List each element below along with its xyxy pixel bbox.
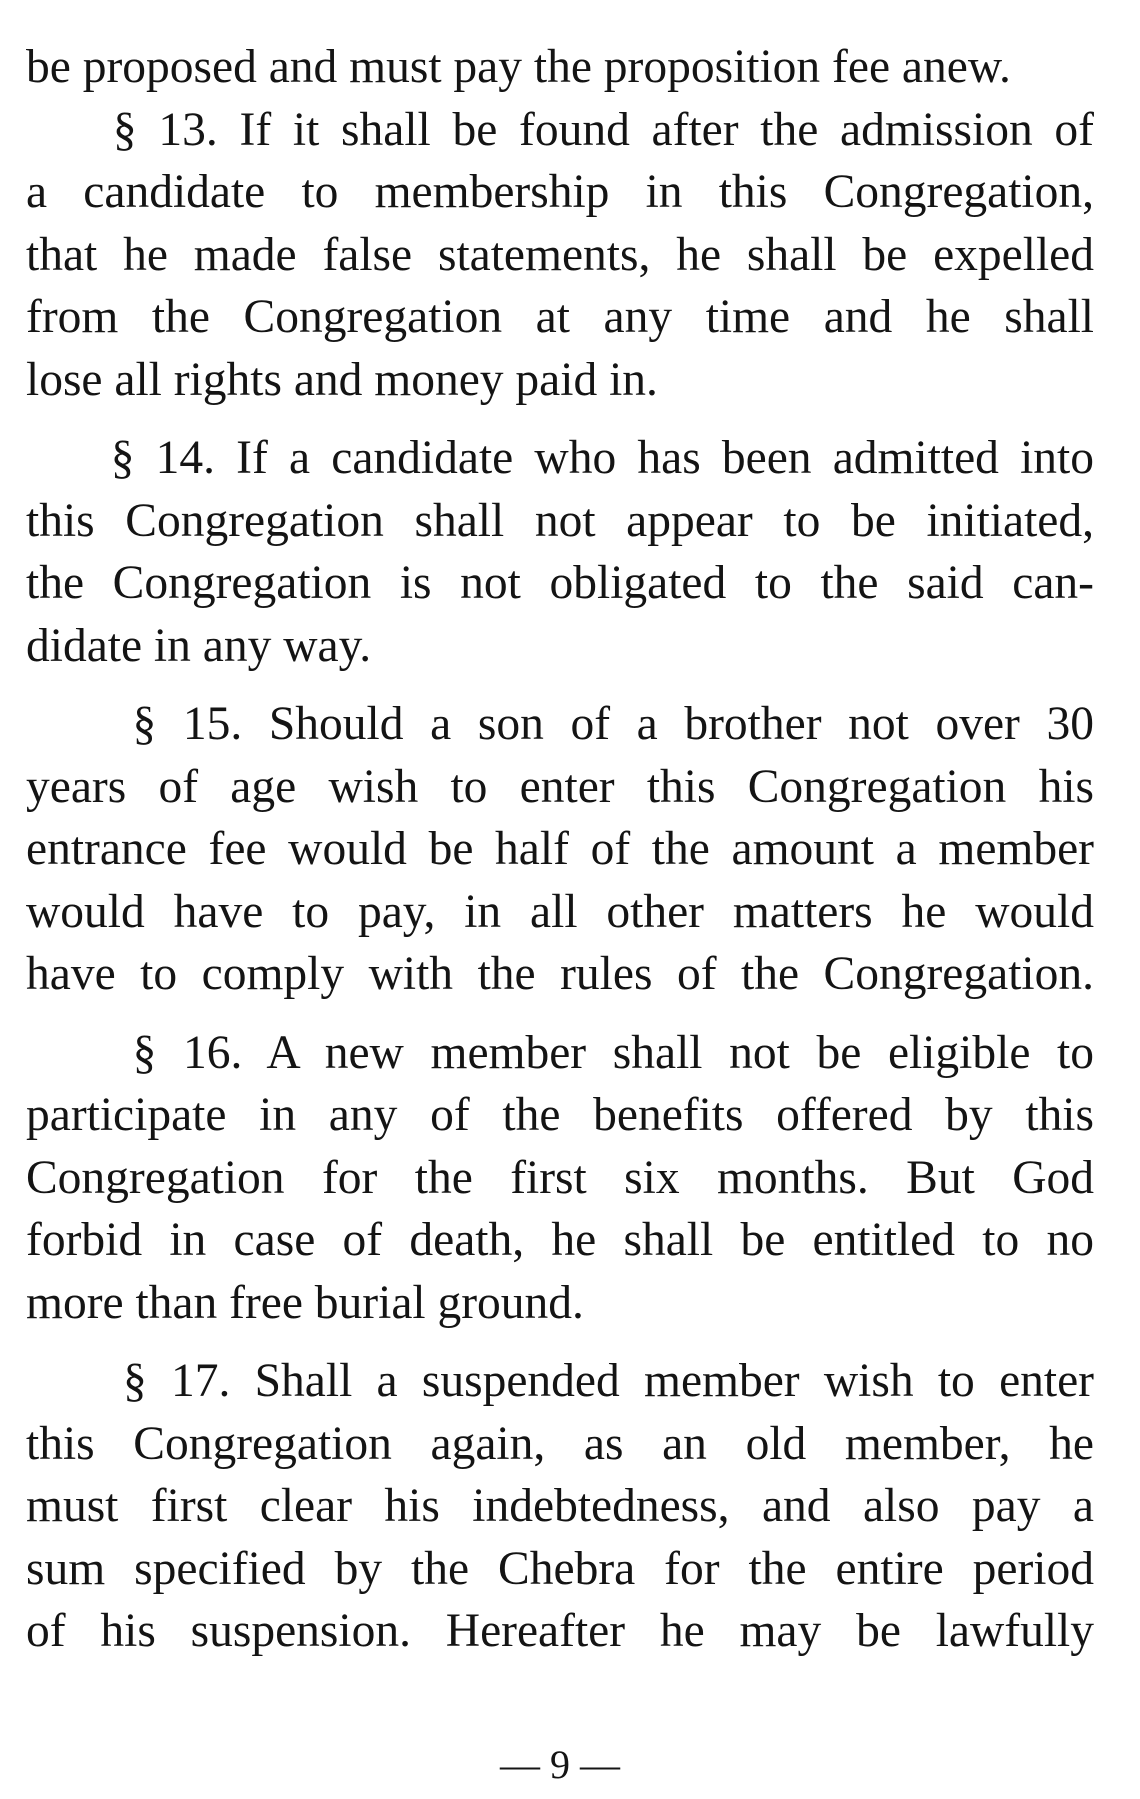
text-line: sum specified by the Chebra for the entire period — [26, 1542, 1094, 1595]
text-line: Congregation for the first six months. But God — [26, 1151, 1094, 1204]
section-15-paragraph — [26, 693, 1094, 1006]
section-13-paragraph — [26, 99, 1094, 412]
text-line: § 15. Should a son of a brother not over 30 — [26, 698, 1094, 750]
text-line: entrance fee would be half of the amount a member — [26, 823, 1094, 875]
paragraph-continuation — [26, 36, 1094, 99]
text-line: didate in any way. — [26, 619, 372, 672]
text-line: would have to pay, in all other matters he would — [26, 885, 1094, 938]
text-line: years of age wish to enter this Congregation his — [26, 760, 1094, 813]
section-14-paragraph — [26, 427, 1094, 677]
text-line: lose all rights and money paid in. — [26, 353, 658, 406]
text-line: this Congregation again, as an old member, he — [26, 1417, 1094, 1470]
document-page — [26, 36, 1094, 1787]
text-line: be proposed and must pay the proposition fee anew. — [26, 41, 1011, 93]
text-line: § 14. If a candidate who has been admitted into — [26, 432, 1094, 484]
text-line: the Congregation is not obligated to the said can- — [26, 557, 1094, 609]
text-line: more than free burial ground. — [26, 1276, 584, 1329]
text-line: a candidate to membership in this Congregation, — [26, 166, 1094, 218]
text-line: participate in any of the benefits offered by this — [26, 1089, 1094, 1141]
text-line: must first clear his indebtedness, and also pay a — [26, 1480, 1094, 1532]
text-line: this Congregation shall not appear to be initiated, — [26, 494, 1094, 547]
text-line: have to comply with the rules of the Congregation. — [26, 948, 1094, 1000]
text-line: § 17. Shall a suspended member wish to enter — [26, 1355, 1094, 1407]
text-line: of his suspension. Hereafter he may be lawfully — [26, 1605, 1094, 1657]
section-16-paragraph — [26, 1022, 1094, 1335]
text-line: forbid in case of death, he shall be entitled to no — [26, 1214, 1094, 1266]
text-line: that he made false statements, he shall be expelled — [26, 228, 1094, 281]
text-line: § 13. If it shall be found after the admission of — [26, 103, 1094, 156]
text-line: from the Congregation at any time and he shall — [26, 291, 1094, 343]
page-number: — 9 — — [500, 1742, 620, 1787]
text-line: § 16. A new member shall not be eligible to — [26, 1026, 1094, 1079]
section-17-paragraph — [26, 1350, 1094, 1663]
